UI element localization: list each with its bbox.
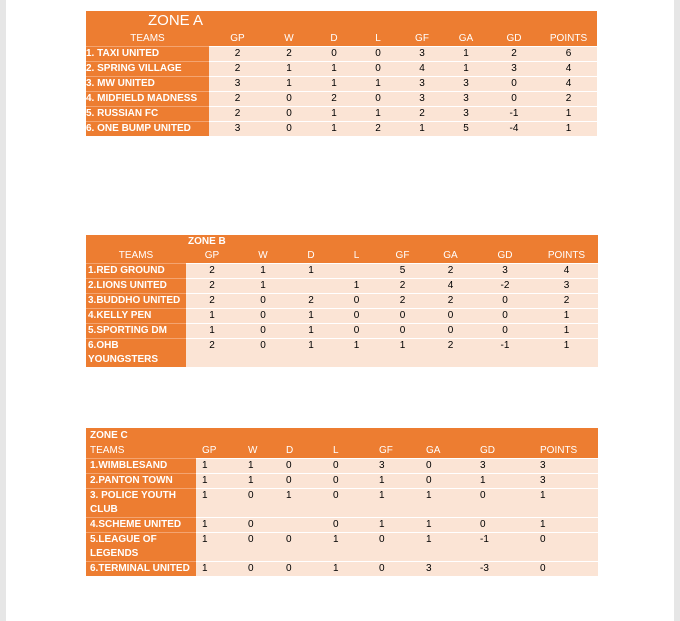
stat-cell: 1 — [238, 264, 288, 279]
team-name-cell: 3.BUDDHO UNITED — [86, 294, 186, 309]
stat-cell: 1 — [535, 309, 598, 324]
table-row — [86, 294, 598, 309]
stat-cell: 2 — [379, 279, 426, 294]
stat-cell: 0 — [280, 459, 327, 474]
header-cell: POINTS — [535, 249, 598, 264]
stat-cell: 1 — [379, 339, 426, 368]
stat-cell: 0 — [238, 309, 288, 324]
stat-cell: 4 — [540, 62, 597, 77]
header-cell: GD — [474, 444, 534, 459]
header-cell: D — [312, 31, 356, 47]
header-cell: TEAMS — [86, 444, 196, 459]
table-header-row — [86, 31, 597, 47]
team-name-cell: 1. TAXI UNITED — [86, 47, 209, 62]
stat-cell: 2 — [209, 92, 266, 107]
stat-cell: 0 — [280, 474, 327, 489]
stat-cell: 0 — [474, 489, 534, 518]
stat-cell: 1 — [242, 459, 280, 474]
stat-cell — [288, 279, 334, 294]
stat-cell: -3 — [474, 562, 534, 577]
stat-cell: 0 — [327, 474, 373, 489]
stat-cell: 0 — [373, 562, 420, 577]
team-name-cell: 1.WIMBLESAND — [86, 459, 196, 474]
table-row — [86, 459, 598, 474]
header-cell: W — [238, 249, 288, 264]
stat-cell: 3 — [535, 279, 598, 294]
stat-cell: 1 — [196, 518, 242, 533]
stat-cell: 0 — [327, 489, 373, 518]
zone-c-table — [86, 428, 598, 576]
stat-cell: 1 — [266, 77, 312, 92]
stat-cell — [280, 518, 327, 533]
stat-cell: 1 — [186, 309, 238, 324]
table-row — [86, 47, 597, 62]
stat-cell: 0 — [266, 122, 312, 137]
stat-cell: 1 — [444, 47, 488, 62]
stat-cell: 1 — [280, 489, 327, 518]
stat-cell: 6 — [540, 47, 597, 62]
stat-cell: 4 — [400, 62, 444, 77]
stat-cell: 3 — [474, 459, 534, 474]
header-cell: GA — [444, 31, 488, 47]
stat-cell: 2 — [186, 279, 238, 294]
stat-cell: 5 — [379, 264, 426, 279]
header-cell: GF — [379, 249, 426, 264]
stat-cell: 1 — [327, 533, 373, 562]
header-cell: W — [242, 444, 280, 459]
team-name-cell: 2.LIONS UNITED — [86, 279, 186, 294]
stat-cell: 0 — [238, 294, 288, 309]
table-row — [86, 122, 597, 137]
stat-cell: 2 — [209, 62, 266, 77]
stat-cell: 1 — [400, 122, 444, 137]
stat-cell: 1 — [196, 474, 242, 489]
stat-cell: 1 — [356, 107, 400, 122]
table-row — [86, 518, 598, 533]
stat-cell: 4 — [540, 77, 597, 92]
table-row — [86, 324, 598, 339]
header-cell: GD — [475, 249, 535, 264]
stat-cell: 1 — [373, 474, 420, 489]
stat-cell: 3 — [420, 562, 474, 577]
table-row — [86, 77, 597, 92]
stat-cell: 1 — [266, 62, 312, 77]
stat-cell: 0 — [420, 474, 474, 489]
stat-cell: 1 — [444, 62, 488, 77]
stat-cell — [334, 264, 379, 279]
table-row — [86, 309, 598, 324]
table-row — [86, 489, 598, 518]
stat-cell: 0 — [238, 324, 288, 339]
stat-cell: 1 — [238, 279, 288, 294]
stat-cell: 2 — [356, 122, 400, 137]
table-row — [86, 107, 597, 122]
table-row — [86, 279, 598, 294]
stat-cell: 3 — [488, 62, 540, 77]
header-cell: GD — [488, 31, 540, 47]
zone-title: ZONE C — [86, 428, 598, 444]
header-cell: POINTS — [534, 444, 598, 459]
header-cell: GF — [373, 444, 420, 459]
team-name-cell: 4.KELLY PEN — [86, 309, 186, 324]
zone-title: ZONE B — [86, 235, 598, 249]
stat-cell: 5 — [444, 122, 488, 137]
stat-cell: 1 — [474, 474, 534, 489]
header-cell: GP — [209, 31, 266, 47]
stat-cell: 4 — [535, 264, 598, 279]
stat-cell: 0 — [475, 309, 535, 324]
stat-cell: 1 — [288, 339, 334, 368]
stat-cell: 0 — [426, 309, 475, 324]
table-row — [86, 92, 597, 107]
stat-cell: 1 — [420, 489, 474, 518]
stat-cell: 1 — [196, 533, 242, 562]
team-name-cell: 2.PANTON TOWN — [86, 474, 196, 489]
team-name-cell: 6.TERMINAL UNITED — [86, 562, 196, 577]
header-cell: L — [327, 444, 373, 459]
stat-cell: 1 — [327, 562, 373, 577]
stat-cell: 1 — [242, 474, 280, 489]
stat-cell: 0 — [356, 47, 400, 62]
stat-cell: 0 — [379, 309, 426, 324]
stat-cell: 3 — [444, 92, 488, 107]
stat-cell: 0 — [280, 562, 327, 577]
team-name-cell: 6.OHB YOUNGSTERS — [86, 339, 186, 368]
table-row — [86, 264, 598, 279]
header-cell: POINTS — [540, 31, 597, 47]
stat-cell: 2 — [488, 47, 540, 62]
stat-cell: 0 — [334, 309, 379, 324]
stat-cell: 0 — [334, 294, 379, 309]
stat-cell: 0 — [242, 489, 280, 518]
stat-cell: 2 — [186, 339, 238, 368]
header-cell: GF — [400, 31, 444, 47]
stat-cell: 2 — [426, 264, 475, 279]
team-name-cell: 1.RED GROUND — [86, 264, 186, 279]
header-cell: L — [356, 31, 400, 47]
stat-cell: 1 — [373, 518, 420, 533]
stat-cell: 0 — [488, 77, 540, 92]
header-cell: W — [266, 31, 312, 47]
zone-a-table — [86, 11, 597, 136]
stat-cell: 0 — [242, 533, 280, 562]
table-header-row — [86, 249, 598, 264]
stat-cell: 0 — [488, 92, 540, 107]
stat-cell: 0 — [475, 324, 535, 339]
header-cell: GP — [186, 249, 238, 264]
team-name-cell: 3. POLICE YOUTH CLUB — [86, 489, 196, 518]
stat-cell: 1 — [334, 339, 379, 368]
stat-cell: 3 — [400, 47, 444, 62]
header-cell: TEAMS — [86, 31, 209, 47]
stat-cell: 1 — [196, 562, 242, 577]
stat-cell: 2 — [426, 294, 475, 309]
stat-cell: 3 — [400, 77, 444, 92]
stat-cell: 2 — [400, 107, 444, 122]
header-cell: TEAMS — [86, 249, 186, 264]
stat-cell: 0 — [334, 324, 379, 339]
stat-cell: 1 — [312, 107, 356, 122]
stat-cell: -2 — [475, 279, 535, 294]
stat-cell: 1 — [540, 107, 597, 122]
stat-cell: 1 — [288, 309, 334, 324]
stat-cell: 2 — [540, 92, 597, 107]
team-name-cell: 2. SPRING VILLAGE — [86, 62, 209, 77]
stat-cell: 3 — [209, 77, 266, 92]
table-row — [86, 62, 597, 77]
stat-cell: 0 — [356, 62, 400, 77]
page-left-edge — [0, 0, 6, 621]
stat-cell: 3 — [534, 474, 598, 489]
stat-cell: 2 — [379, 294, 426, 309]
stat-cell: 1 — [534, 489, 598, 518]
table-header-row — [86, 444, 598, 459]
stat-cell: 1 — [288, 264, 334, 279]
stat-cell: 2 — [535, 294, 598, 309]
stat-cell: -1 — [488, 107, 540, 122]
stat-cell: 0 — [534, 562, 598, 577]
stat-cell: 0 — [379, 324, 426, 339]
header-cell: L — [334, 249, 379, 264]
stat-cell: 0 — [327, 518, 373, 533]
stat-cell: 1 — [534, 518, 598, 533]
stat-cell: 1 — [312, 62, 356, 77]
stat-cell: 3 — [444, 77, 488, 92]
stat-cell: 1 — [196, 489, 242, 518]
stat-cell: 1 — [288, 324, 334, 339]
stat-cell: 1 — [373, 489, 420, 518]
stat-cell: 3 — [373, 459, 420, 474]
stat-cell: 1 — [540, 122, 597, 137]
stat-cell: 2 — [209, 107, 266, 122]
stat-cell: 2 — [186, 264, 238, 279]
header-cell: D — [280, 444, 327, 459]
stat-cell: 1 — [535, 324, 598, 339]
team-name-cell: 4.SCHEME UNITED — [86, 518, 196, 533]
stat-cell: 1 — [312, 122, 356, 137]
stat-cell: 0 — [327, 459, 373, 474]
header-cell: GA — [426, 249, 475, 264]
team-name-cell: 5. RUSSIAN FC — [86, 107, 209, 122]
stat-cell: 1 — [420, 518, 474, 533]
stat-cell: 0 — [280, 533, 327, 562]
stat-cell: 1 — [334, 279, 379, 294]
stat-cell: 3 — [534, 459, 598, 474]
stat-cell: 1 — [356, 77, 400, 92]
stat-cell: 0 — [266, 92, 312, 107]
stat-cell: 2 — [312, 92, 356, 107]
stat-cell: 1 — [535, 339, 598, 368]
stat-cell: 3 — [475, 264, 535, 279]
stat-cell: 0 — [266, 107, 312, 122]
stat-cell: 1 — [196, 459, 242, 474]
stat-cell: 0 — [475, 294, 535, 309]
stat-cell: 0 — [242, 518, 280, 533]
stat-cell: 2 — [266, 47, 312, 62]
stat-cell: 0 — [420, 459, 474, 474]
team-name-cell: 3. MW UNITED — [86, 77, 209, 92]
table-row — [86, 474, 598, 489]
stat-cell: 0 — [474, 518, 534, 533]
stat-cell: 2 — [186, 294, 238, 309]
stat-cell: 4 — [426, 279, 475, 294]
table-row — [86, 339, 598, 368]
header-cell: GA — [420, 444, 474, 459]
zone-b-table — [86, 235, 598, 367]
stat-cell: 1 — [312, 77, 356, 92]
stat-cell: 3 — [444, 107, 488, 122]
stat-cell: -1 — [475, 339, 535, 368]
team-name-cell: 6. ONE BUMP UNITED — [86, 122, 209, 137]
stat-cell: 1 — [186, 324, 238, 339]
stat-cell: 0 — [242, 562, 280, 577]
zone-title: ZONE A — [86, 11, 597, 31]
stat-cell: 2 — [209, 47, 266, 62]
stat-cell: 0 — [312, 47, 356, 62]
team-name-cell: 5.SPORTING DM — [86, 324, 186, 339]
stat-cell: -1 — [474, 533, 534, 562]
stat-cell: 2 — [288, 294, 334, 309]
page-right-edge — [674, 0, 680, 621]
stat-cell: 0 — [238, 339, 288, 368]
stat-cell: 3 — [400, 92, 444, 107]
stat-cell: 0 — [356, 92, 400, 107]
team-name-cell: 4. MIDFIELD MADNESS — [86, 92, 209, 107]
stat-cell: 1 — [420, 533, 474, 562]
stat-cell: 0 — [534, 533, 598, 562]
stat-cell: -4 — [488, 122, 540, 137]
table-row — [86, 533, 598, 562]
stat-cell: 0 — [373, 533, 420, 562]
table-row — [86, 562, 598, 577]
header-cell: D — [288, 249, 334, 264]
stat-cell: 3 — [209, 122, 266, 137]
header-cell: GP — [196, 444, 242, 459]
stat-cell: 0 — [426, 324, 475, 339]
stat-cell: 2 — [426, 339, 475, 368]
team-name-cell: 5.LEAGUE OF LEGENDS — [86, 533, 196, 562]
